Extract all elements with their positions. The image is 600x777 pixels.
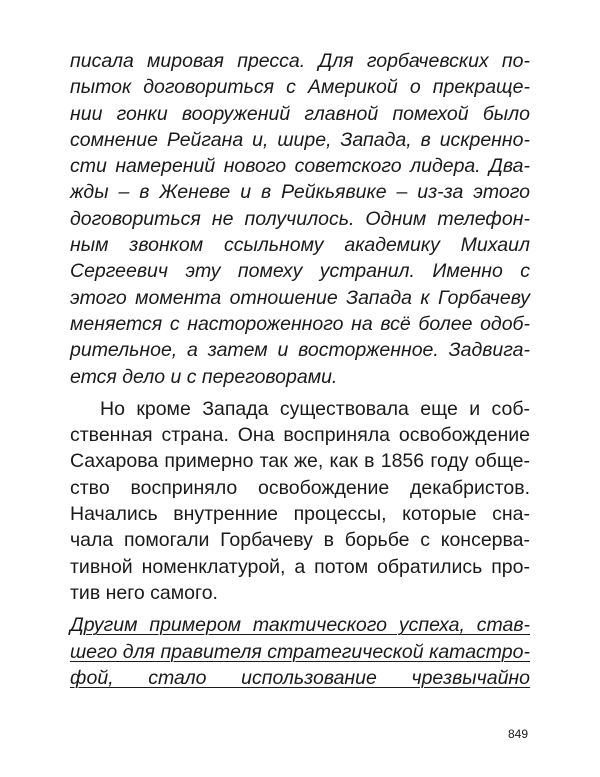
page-body: [70, 48, 530, 691]
text-line: писала мировая пресса. Для горбачевских по-: [70, 50, 530, 72]
text-line: Начались внутренние процессы, которые сна-: [70, 503, 530, 526]
text-line: фой, стало использование чрезвычайно: [70, 666, 530, 689]
text-line: этого момента отношение Запада к Горбачеву: [70, 286, 530, 309]
text-line: ство восприняло освобождение декабристов.: [70, 476, 530, 499]
text-line: жды – в Женеве и в Рейкьявике – из-за этого: [70, 181, 530, 204]
paragraph-body: [70, 396, 530, 606]
text-line: ется дело и с переговорами.: [70, 365, 338, 388]
text-line: договориться не получилось. Одним телефон-: [70, 207, 530, 230]
text-line: Сахарова примерно так же, как в 1856 году обще-: [70, 450, 530, 473]
text-line: ственная страна. Она восприняла освобождение: [70, 424, 530, 447]
text-line: чала помогали Горбачеву в борьбе с консерва-: [70, 529, 530, 552]
text-line: ным звонком ссыльному академику Михаил: [70, 234, 530, 257]
text-line: Сергеевич эту помеху устранил. Именно с: [70, 260, 530, 283]
text-line: сти намерений нового советского лидера. Два-: [70, 155, 530, 178]
text-line: меняется с настороженного на всё более одоб-: [70, 312, 530, 335]
text-line: сомнение Рейгана и, шире, Запада, в искренно-: [70, 128, 530, 151]
text-line: пыток договориться с Америкой о прекраще-: [70, 76, 530, 99]
page-number: 849: [508, 727, 529, 741]
text-line: тив него самого.: [70, 581, 218, 604]
text-line: тивной номенклатурой, а потом обратились про-: [70, 555, 530, 578]
text-line: Другим примером тактического успеха, став-: [70, 614, 530, 637]
text-line: Но кроме Запада существовала еще и соб-: [100, 397, 530, 420]
text-line: шего для правителя стратегической катастро-: [70, 640, 530, 663]
text-line: рительное, а затем и восторженное. Задвига-: [70, 339, 530, 362]
paragraph-italic-underlined: [70, 612, 530, 691]
paragraph-italic-quote: [70, 48, 530, 390]
text-line: нии гонки вооружений главной помехой было: [70, 102, 530, 125]
